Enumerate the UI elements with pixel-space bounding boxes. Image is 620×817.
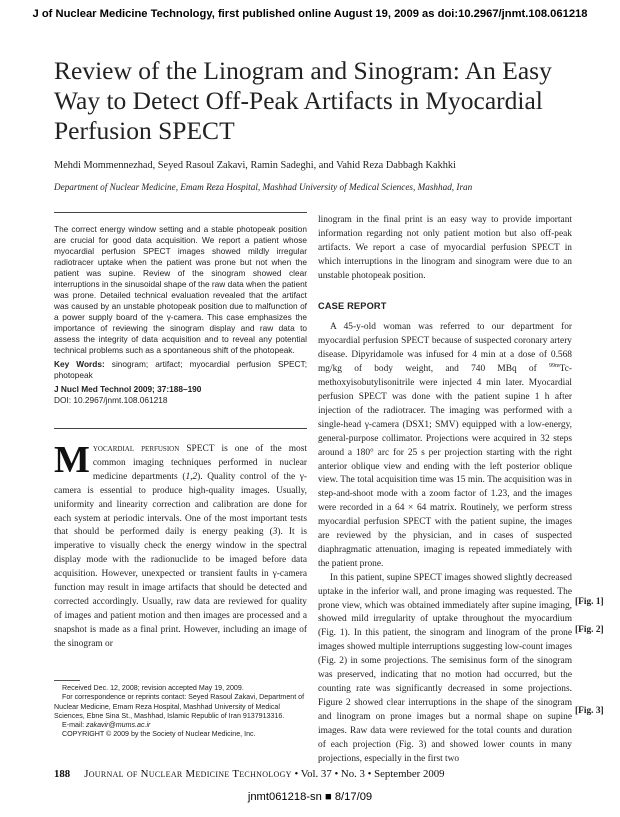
right-column xyxy=(318,214,572,766)
abstract xyxy=(54,224,307,406)
page-number: 188 xyxy=(54,768,71,780)
abstract-bottom-rule xyxy=(54,428,307,429)
issue: No. 3 xyxy=(340,768,365,780)
footnote-rule xyxy=(54,680,80,681)
case-paragraph-2: In this patient, supine SPECT images showed slightly decreased uptake in the inferior wall, and prone imaging was requested. The prone view, which was obtained immediately after supine imaging, showed mild irregularity of uptake throughout the myocardium (Fig. 1). In this patient, the sinogram and linogram of the prone images showed multiple interruptions suggesting low-count images (Fig. 2) in some projections. The semisinus form of the sinogram was preserved, indicating that no motion had occurred, but the counting rate was significantly decreased in some projections. Figure 2 showed clear interruptions in the shape of the sinogram and linogram on prone images but a normal shape on supine images. Raw data were reviewed for the total counts and duration of each projection (Fig. 3) and showed lower counts in many projections, especially in the first two xyxy=(318,572,572,764)
citation-label: J Nucl Med Technol 2009; 37:188–190 xyxy=(54,384,202,394)
citation xyxy=(54,384,307,395)
issue-date: September 2009 xyxy=(374,768,445,780)
drop-cap: M xyxy=(54,439,90,481)
footer-separator: • xyxy=(367,768,372,780)
volume: Vol. 37 xyxy=(300,768,332,780)
keywords-text: sinogram; artifact; myocardial perfusion SPECT; photopeak xyxy=(54,359,307,380)
affiliation: Department of Nuclear Medicine, Emam Reza Hospital, Mashhad University of Medical Sciences, Mashhad, Iran xyxy=(54,182,473,192)
reference-link[interactable]: 3 xyxy=(272,527,278,538)
abstract-top-rule xyxy=(54,212,307,213)
case-report-heading: CASE REPORT xyxy=(318,300,387,311)
intro-lead: yocardial perfusion SPECT xyxy=(92,444,215,454)
fig3-marker[interactable]: [Fig. 3] xyxy=(575,706,604,716)
page-footer xyxy=(54,768,574,780)
footnotes xyxy=(54,684,307,740)
correspondence-note: For correspondence or reprints contact: Seyed Rasoul Zakavi, Department of Nuclear Medicine, Emam Reza Hospital, Mashhad University of Medical Sciences, Ebne Sina St., Mashhad, Islamic Republic of Iran 9137913316. xyxy=(54,693,305,720)
keywords xyxy=(54,359,307,381)
fig2-marker[interactable]: [Fig. 2] xyxy=(575,625,604,635)
footer-separator: • xyxy=(334,768,339,780)
intro-text-2: ). Quality control of the γ-camera is essential to produce high-quality images. Usually, uniformity and linearity correction and calibration are done for each system at periodic intervals. One of the most important tests that should be performed daily is energy peaking ( xyxy=(54,471,307,538)
reference-link[interactable]: 1,2 xyxy=(185,471,198,482)
intro-text-1: is one of the most common imaging techniques performed in nuclear medicine departments ( xyxy=(92,444,307,482)
footer-separator: • xyxy=(294,768,299,780)
article-title: Review of the Linogram and Sinogram: An Easy Way to Detect Off-Peak Artifacts in Myocardial Perfusion SPECT xyxy=(54,56,552,145)
case-paragraph-1: A 45-y-old woman was referred to our department for myocardial perfusion SPECT because of suspected coronary artery disease. Dipyridamole was infused for 4 min at a dose of 0.568 mg/kg of body weight, and 740 MBq of $^{99m}$Tc-methoxyisobutylisonitrile were injected 4 min later. Myocardial perfusion SPECT was done with the patient supine 1 h after injection of the radiotracer. The imaging was performed with a single-head γ-camera (DSX1; SMV) equipped with a low-energy, general-purpose collimator. Projections were acquired in 32 steps around a 180° arc for 25 s per projection starting with the right anterior oblique view and ending with the left posterior oblique view. The total acquisition time was 15 min. The acquisition was in step-and-shoot mode with a zoom factor of 1.23, and the images were recorded in a 64 × 64 matrix. Routinely, we perform stress myocardial perfusion SPECT with the patient supine, the images are reviewed by the physician, and in cases of suspected diaphragmatic attenuation, imaging is repeated immediately with the patient prone. xyxy=(318,322,572,569)
email-note xyxy=(54,721,307,730)
email-link[interactable]: zakavir@mums.ac.ir xyxy=(86,721,151,730)
manuscript-stamp: jnmt061218-sn ■ 8/17/09 xyxy=(247,791,373,803)
intro-text-3: ). It is imperative to visually check the energy window in the spectral display mode with the radionuclide to be imaged before data acquisition. However, unexpected or transient faults in γ-camera function may result in image artifacts that should be detected and corrected accordingly. Usually, raw data are reviewed for quality of images and patient motion and then images are processed and a snapshot is made as a final print. However, including an image of the sinogram or xyxy=(54,527,307,649)
journal-name: Journal of Nuclear Medicine Technology xyxy=(84,768,292,780)
intro-continuation: linogram in the final print is an easy way to provide important information regarding not only patient motion but also off-peak artifacts. We report a case of myocardial perfusion SPECT in which interruptions in the linogram and sinogram were due to an unstable photopeak position. xyxy=(318,215,572,281)
copyright-note: COPYRIGHT © 2009 by the Society of Nuclear Medicine, Inc. xyxy=(62,730,256,739)
doi-banner: J of Nuclear Medicine Technology, first published online August 19, 2009 as doi:10.2967/jnmt.108.061218 xyxy=(32,8,588,20)
isotope-superscript: 99m xyxy=(548,363,560,370)
abstract-doi: DOI: 10.2967/jnmt.108.061218 xyxy=(54,395,168,405)
introduction xyxy=(54,439,307,652)
fig1-marker[interactable]: [Fig. 1] xyxy=(575,597,604,607)
abstract-text: The correct energy window setting and a stable photopeak position are crucial for good data acquisition. We report a patient whose myocardial perfusion SPECT images showed mildly irregular radiotracer uptake when the patient was prone but not when the patient was supine. Review of the sinogram showed clear interruptions in the sinusoidal shape of the raw data when the patient was prone. Detailed technical evaluation revealed that the artifact was caused by an unstable photopeak position due to malfunction of a power supply board of the γ-camera. This case emphasizes the importance of reviewing the sinogram display and raw data to assess the integrity of data acquisition and to reveal any potential technical problems such as a spontaneous shift of the photopeak. xyxy=(54,224,307,355)
email-label: E-mail: xyxy=(62,721,87,730)
author-list: Mehdi Mommennezhad, Seyed Rasoul Zakavi, Ramin Sadeghi, and Vahid Reza Dabbagh Kakhki xyxy=(54,160,456,171)
received-note: Received Dec. 12, 2008; revision accepted May 19, 2009. xyxy=(62,684,244,692)
keywords-label: Key Words: xyxy=(54,359,105,369)
